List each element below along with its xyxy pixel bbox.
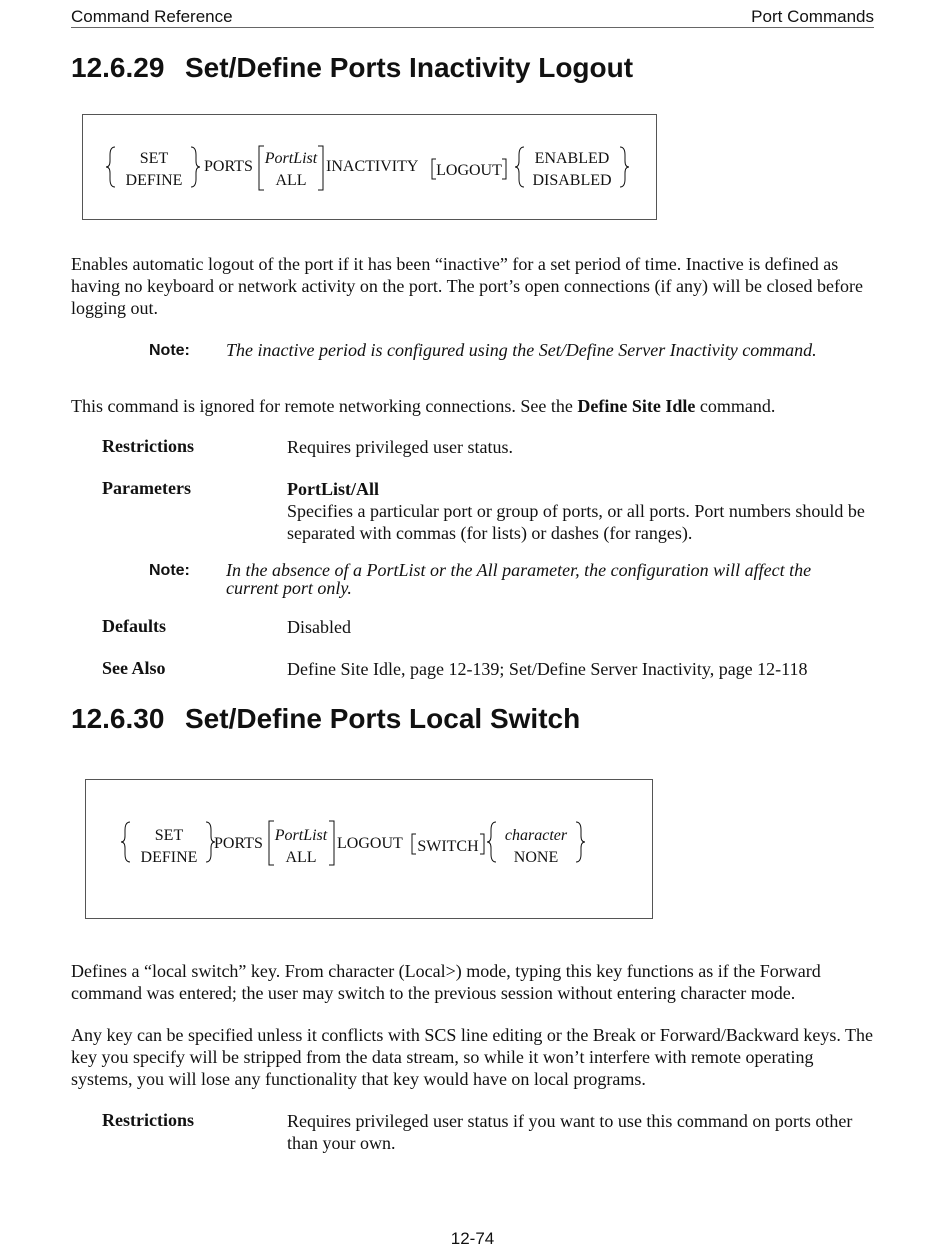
syntax-keyword-ports: PORTS	[214, 835, 263, 852]
remote-text-bold: Define Site Idle	[577, 396, 696, 416]
section-title: Set/Define Ports Inactivity Logout	[185, 52, 634, 83]
note-text: In the absence of a PortList or the All parameter, the configuration will affect the current port only.	[226, 560, 812, 598]
page-number: 12-74	[450, 1229, 495, 1248]
restrictions-text: Requires privileged user status if you want to use this command on ports other than your own.	[287, 1111, 853, 1153]
syntax-option-all: ALL	[285, 849, 317, 866]
running-header-left: Command Reference	[71, 7, 233, 26]
syntax-option-portlist: PortList	[264, 150, 318, 167]
syntax-option-portlist: PortList	[274, 827, 328, 844]
restrictions-term: Restrictions	[102, 1110, 194, 1130]
note-text: The inactive period is configured using the Set/Define Server Inactivity command.	[226, 340, 817, 360]
syntax-option-set: SET	[154, 827, 184, 844]
syntax-option-enabled: ENABLED	[534, 150, 610, 167]
section-title: Set/Define Ports Local Switch	[185, 703, 581, 734]
remote-networking-paragraph	[71, 395, 877, 417]
right-brace	[191, 147, 200, 187]
section-number: 12.6.30	[71, 703, 165, 734]
right-bracket	[480, 834, 484, 854]
parameters-body	[287, 478, 877, 544]
description-paragraph: Any key can be specified unless it conflicts with SCS line editing or the Break or Forward/Backward keys. The key you specify will be stripped from the data stream, so while it won’t interfere with remote operating systems, you will lose any functionality that key would have on local programs.	[71, 1025, 873, 1089]
right-brace	[620, 147, 629, 187]
syntax-option-disabled: DISABLED	[532, 172, 612, 189]
left-brace	[487, 822, 496, 862]
left-brace	[515, 147, 524, 187]
header-rule	[71, 27, 874, 28]
syntax-option-set: SET	[139, 150, 169, 167]
restrictions-text: Requires privileged user status.	[287, 437, 513, 457]
syntax-keyword-inactivity: INACTIVITY	[326, 158, 419, 175]
defaults-text: Disabled	[287, 617, 351, 637]
right-bracket	[329, 821, 334, 865]
left-brace	[106, 147, 115, 187]
syntax-box-local-switch	[85, 779, 653, 919]
syntax-optional-switch: SWITCH	[417, 838, 479, 855]
parameter-name: PortList/All	[287, 479, 379, 499]
syntax-option-define: DEFINE	[140, 849, 198, 866]
left-bracket	[269, 821, 274, 865]
syntax-keyword-ports: PORTS	[204, 158, 253, 175]
see-also-text: Define Site Idle, page 12-139; Set/Define Server Inactivity, page 12-118	[287, 659, 808, 679]
right-brace	[576, 822, 585, 862]
description-paragraph: Enables automatic logout of the port if it has been “inactive” for a set period of time. Inactive is defined as having no keyboard or network activity on the port. The port’s open connections (if any) will be closed before logging out.	[71, 254, 863, 318]
description-paragraph: Defines a “local switch” key. From character (Local>) mode, typing this key functions as if the Forward command was entered; the user may switch to the previous session without entering character mode.	[71, 961, 821, 1003]
syntax-option-none: NONE	[513, 849, 559, 866]
syntax-option-character: character	[504, 827, 568, 844]
section-number: 12.6.29	[71, 52, 165, 83]
parameter-description: Specifies a particular port or group of ports, or all ports. Port numbers should be separated with commas (for lists) or dashes (for ranges).	[287, 501, 865, 543]
syntax-option-all: ALL	[275, 172, 307, 189]
right-bracket	[502, 159, 506, 179]
left-bracket	[259, 146, 264, 190]
running-header-right: Port Commands	[751, 7, 874, 26]
restrictions-term: Restrictions	[102, 436, 194, 456]
syntax-box-inactivity-logout	[82, 114, 657, 220]
section-heading-local-switch	[71, 703, 580, 735]
syntax-diagram	[86, 780, 652, 918]
note-label: Note:	[149, 562, 190, 579]
right-bracket	[318, 146, 323, 190]
syntax-option-define: DEFINE	[125, 172, 183, 189]
left-bracket	[412, 834, 416, 854]
syntax-keyword-logout: LOGOUT	[337, 835, 403, 852]
remote-text-before: This command is ignored for remote networking connections. See the	[71, 396, 578, 416]
left-brace	[121, 822, 130, 862]
syntax-diagram	[83, 115, 656, 219]
defaults-term: Defaults	[102, 616, 166, 636]
section-heading-inactivity-logout	[71, 52, 633, 84]
syntax-optional-logout: LOGOUT	[436, 162, 502, 179]
remote-text-after: command.	[695, 396, 776, 416]
parameters-term: Parameters	[102, 478, 191, 498]
note-label: Note:	[149, 342, 190, 359]
see-also-term: See Also	[102, 658, 166, 678]
